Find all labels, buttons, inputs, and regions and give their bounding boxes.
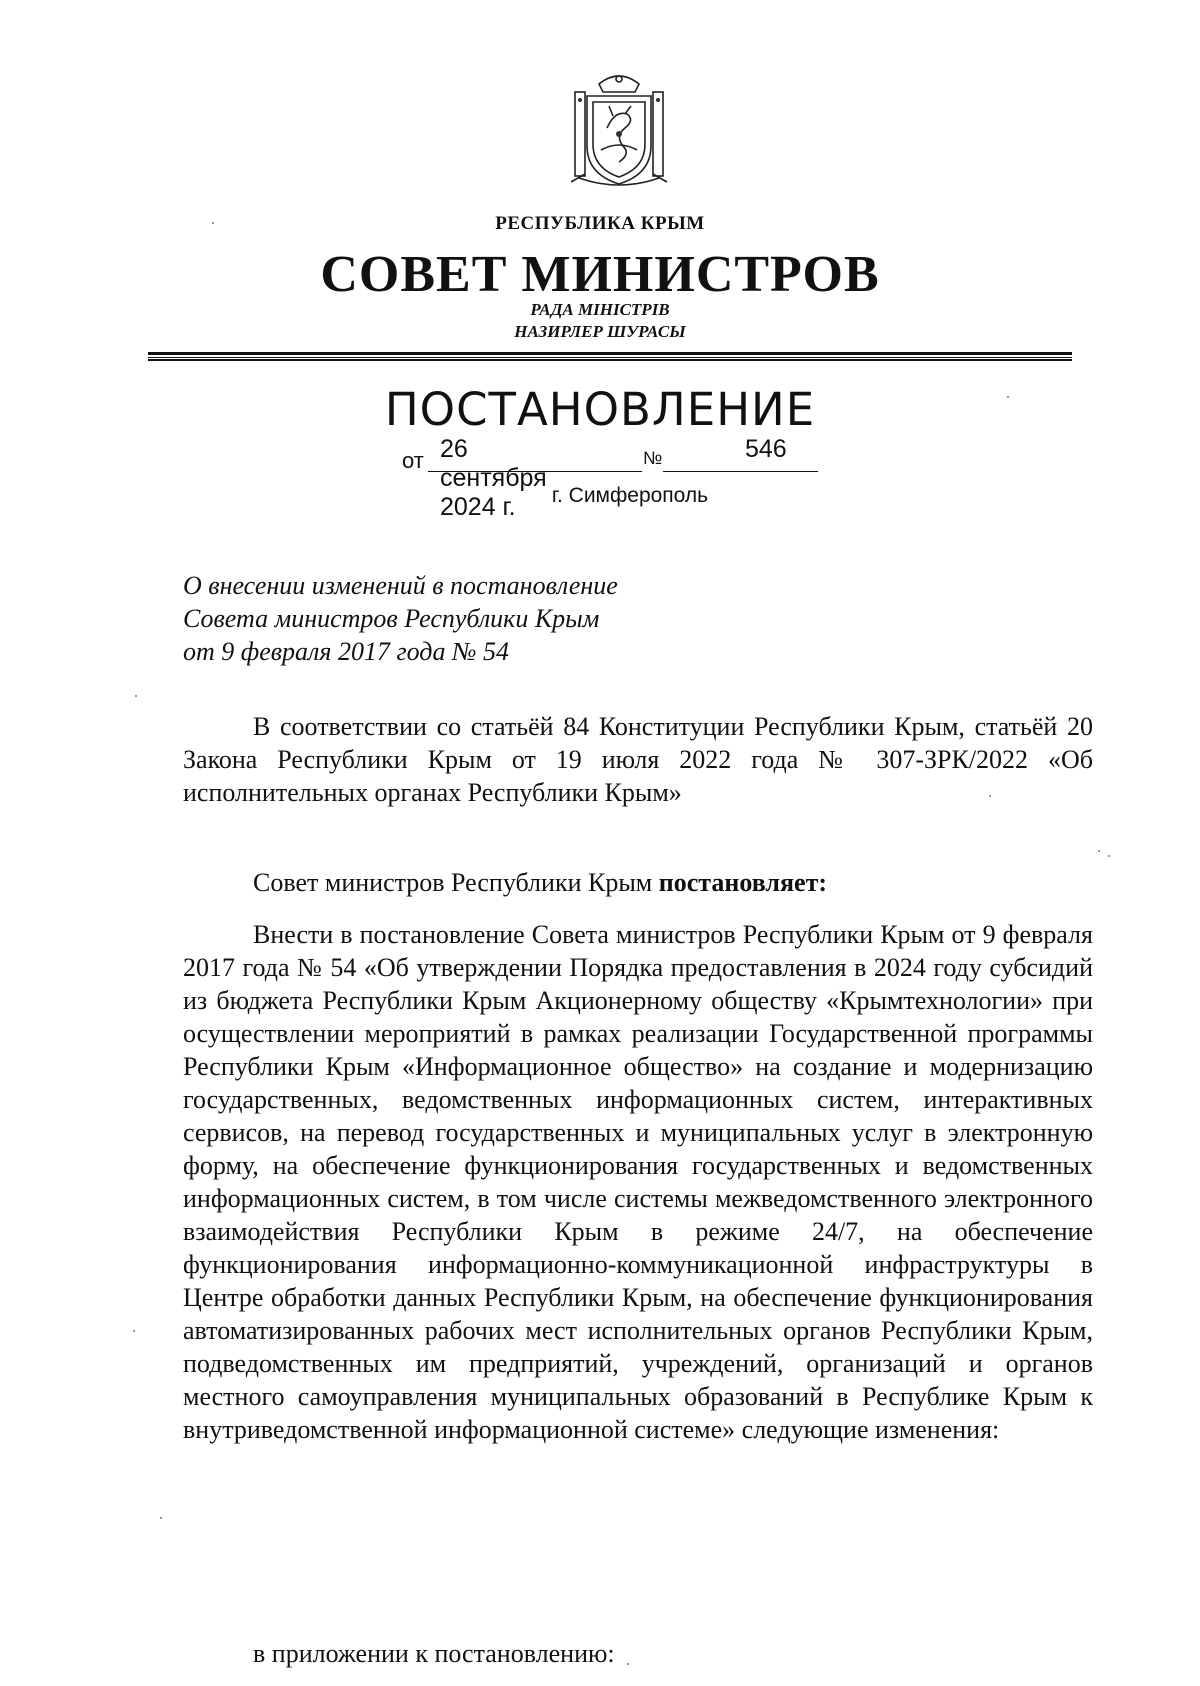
- resolution-text: Совет министров Республики Крым: [253, 868, 659, 897]
- number-label: №: [643, 448, 663, 468]
- date-label: от: [402, 448, 424, 473]
- scan-speck: [160, 1517, 162, 1519]
- council-title-ukrainian: РАДА МІНІСТРІВ: [530, 300, 670, 319]
- header-divider: [148, 352, 1072, 355]
- scan-speck: [1007, 396, 1009, 398]
- scan-speck: [135, 695, 137, 697]
- subject-line: Совета министров Республики Крым: [183, 604, 600, 633]
- amendment-paragraph: Внести в постановление Совета министров Республики Крым от 9 февраля 2017 года № 54 «Об утверждении Порядка предоставления в 2024 году субсидий из бюджета Республики Крым Акционерному обществу «Крымтехнологии» при осуществлении мероприятий в рамках реализации Государственной программы Республики Крым «Информационное общество» на создание и модернизацию государственных, ведомственных информационных систем, интерактивных сервисов, на перевод государственных и муниципальных услуг в электронную форму, на обеспечение функционирования государственных и ведомственных информационных систем, в том числе системы межведомственного электронного взаимодействия Республики Крым в режиме 24/7, на обеспечение функционирования информационно-коммуникационной инфраструктуры в Центре обработки данных Республики Крым, на обеспечение функционирования автоматизированных рабочих мест исполнительных органов Республики Крым, подведомственных им предприятий, учреждений, организаций и органов местного самоуправления муниципальных образований в Республике Крым к внутриведомственной информационной системе» следующие изменения:: [183, 920, 1093, 1444]
- resolution-paragraph: [183, 866, 1093, 899]
- council-title-crimean-tatar: НАЗИРЛЕР ШУРАСЫ: [514, 322, 686, 341]
- council-title: СОВЕТ МИНИСТРОВ: [320, 246, 880, 303]
- scan-speck: [989, 795, 991, 797]
- resolution-keyword: постановляет:: [658, 868, 828, 897]
- scan-speck: [627, 1663, 629, 1665]
- decree-date: 26 сентября 2024 г.: [440, 435, 547, 521]
- scan-speck: [1098, 850, 1100, 852]
- republic-name: РЕСПУБЛИКА КРЫМ: [495, 213, 705, 234]
- decree-title: ПОСТАНОВЛЕНИЕ: [384, 383, 816, 436]
- scan-speck: [212, 222, 214, 224]
- decree-subject: [183, 569, 618, 668]
- header-divider: [148, 357, 1072, 358]
- preamble-paragraph: В соответствии со статьёй 84 Конституции Республики Крым, статьёй 20 Закона Республики Крым от 19 июля 2022 года № 307-ЗРК/2022 «Об исполнительных органах Республики Крым»: [183, 712, 1093, 807]
- header-divider: [148, 359, 1072, 361]
- subject-line: от 9 февраля 2017 года № 54: [183, 637, 509, 666]
- scan-speck: [1108, 855, 1110, 857]
- subject-line: О внесении изменений в постановление: [183, 571, 618, 600]
- number-underline: [663, 471, 818, 472]
- coat-of-arms-crimea-icon: [565, 70, 673, 192]
- decree-number: 546: [745, 435, 787, 463]
- scan-speck: [133, 1330, 135, 1332]
- annex-paragraph: в приложении к постановлению:: [253, 1639, 615, 1668]
- decree-city: г. Симферополь: [551, 484, 709, 507]
